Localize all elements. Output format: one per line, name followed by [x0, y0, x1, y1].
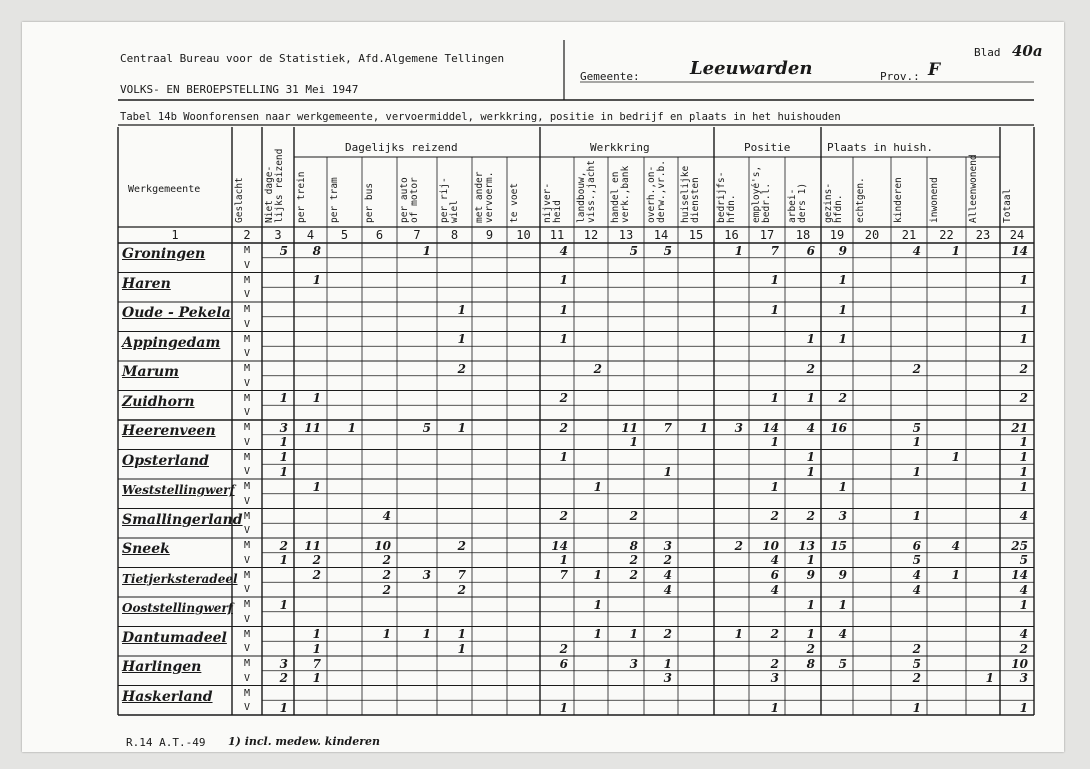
group-plaats: Plaats in huish. — [827, 141, 933, 154]
table-cell: 8 — [312, 243, 321, 258]
institute-line: Centraal Bureau voor de Statistiek, Afd.Algemene Tellingen — [120, 52, 505, 65]
table-cell: 21 — [1011, 420, 1028, 435]
table-cell: 1 — [838, 332, 847, 346]
sex-label-M: M — [243, 687, 251, 699]
sex-label-M: M — [243, 628, 251, 640]
sex-label-V: V — [243, 613, 251, 625]
table-cell: 1 — [770, 302, 779, 317]
table-cell: 2 — [382, 553, 391, 568]
table-cell: 5 — [838, 656, 847, 671]
table-cell: 1 — [912, 509, 921, 523]
sex-label-M: M — [243, 599, 251, 610]
werkgemeente-name: Smallingerland — [122, 511, 243, 528]
col-header-15: huiselijke diensten — [680, 165, 701, 223]
table-cell: 1 — [770, 391, 779, 405]
table-cell: 1 — [770, 273, 779, 287]
table-cell: 1 — [1019, 450, 1028, 464]
table-cell: 1 — [912, 435, 921, 450]
sex-label-V: V — [243, 672, 251, 684]
col-header-2: Geslacht — [234, 177, 245, 223]
table-cell: 1 — [629, 627, 638, 641]
group-positie: Positie — [744, 141, 791, 154]
table-cell: 2 — [629, 568, 638, 582]
table-cell: 2 — [912, 641, 921, 656]
col-header-21: kinderen — [893, 177, 904, 223]
table-cell: 1 — [279, 391, 288, 405]
table-cell: 2 — [770, 509, 779, 523]
sex-label-M: M — [243, 569, 251, 581]
table-cell: 1 — [312, 479, 321, 494]
table-cell: 1 — [347, 420, 356, 435]
table-cell: 2 — [663, 553, 672, 568]
sex-label-M: M — [243, 304, 251, 315]
sex-label-V: V — [243, 702, 251, 714]
table-cell: 1 — [382, 627, 391, 641]
sex-label-M: M — [243, 658, 251, 669]
sex-label-V: V — [243, 348, 251, 360]
table-cell: 2 — [629, 553, 638, 568]
table-cell: 1 — [1019, 435, 1028, 450]
table-cell: 2 — [806, 509, 815, 523]
col-number-19: 19 — [829, 228, 845, 242]
table-cell: 3 — [770, 671, 779, 686]
table-cell: 3 — [663, 538, 672, 553]
table-cell: 2 — [663, 627, 672, 641]
table-cell: 4 — [663, 568, 672, 582]
footnote: 1) incl. medew. kinderen — [228, 735, 381, 748]
table-cell: 11 — [304, 420, 321, 435]
sex-label-M: M — [243, 363, 251, 374]
table-cell: 1 — [663, 656, 672, 671]
table-cell: 2 — [912, 361, 921, 376]
table-cell: 7 — [770, 243, 779, 258]
table-cell: 1 — [770, 479, 779, 494]
table-cell: 4 — [912, 568, 921, 582]
table-cell: 5 — [663, 243, 672, 258]
table-cell: 5 — [912, 420, 921, 435]
col-number-4: 4 — [306, 228, 315, 242]
col-header-6: per bus — [364, 182, 375, 223]
table-cell: 4 — [559, 243, 568, 258]
table-cell: 1 — [951, 243, 960, 258]
table-cell: 2 — [457, 538, 466, 553]
table-cell: 2 — [279, 538, 288, 553]
table-cell: 2 — [734, 538, 743, 553]
col-header-19: gezins- hfdn. — [823, 182, 844, 223]
table-cell: 2 — [1019, 641, 1028, 656]
table-cell: 2 — [279, 671, 288, 686]
table-cell: 2 — [382, 568, 391, 582]
table-cell: 5 — [912, 553, 921, 568]
table-cell: 2 — [312, 553, 321, 568]
table-cell: 2 — [629, 509, 638, 523]
werkgemeente-name: Appingedam — [122, 334, 221, 351]
table-cell: 1 — [1019, 332, 1028, 346]
table-cell: 2 — [559, 391, 568, 405]
col-number-21: 21 — [901, 228, 917, 242]
table-cell: 6 — [806, 243, 815, 258]
sex-label-V: V — [243, 495, 251, 507]
table-cell: 1 — [422, 243, 431, 258]
table-cell: 14 — [1011, 243, 1028, 258]
col-number-14: 14 — [653, 228, 669, 242]
sex-label-M: M — [243, 451, 251, 463]
col-number-3: 3 — [274, 228, 282, 242]
table-cell: 7 — [457, 568, 466, 582]
table-cell: 2 — [559, 509, 568, 523]
prov-label: Prov.: — [880, 70, 920, 83]
table-cell: 1 — [806, 464, 815, 479]
table-cell: 6 — [770, 568, 779, 582]
table-cell: 1 — [559, 273, 568, 287]
table-cell: 3 — [422, 568, 431, 582]
table-cell: 1 — [559, 553, 568, 568]
table-cell: 1 — [559, 302, 568, 317]
col-number-12: 12 — [583, 228, 599, 242]
sex-label-V: V — [243, 259, 251, 271]
table-cell: 1 — [457, 332, 466, 346]
table-cell: 2 — [838, 391, 847, 405]
sex-label-V: V — [243, 436, 251, 448]
table-cell: 1 — [559, 332, 568, 346]
table-cell: 2 — [770, 627, 779, 641]
table-cell: 1 — [806, 597, 815, 612]
table-cell: 1 — [559, 450, 568, 464]
col-number-6: 6 — [375, 228, 384, 242]
sex-label-M: M — [243, 245, 251, 256]
table-cell: 4 — [1019, 509, 1028, 523]
table-cell: 1 — [838, 597, 847, 612]
table-cell: 3 — [279, 656, 288, 671]
table-cell: 1 — [912, 464, 921, 479]
table-cell: 1 — [279, 553, 288, 568]
col-header-8: per rij- wiel — [439, 177, 460, 223]
group-dagelijks: Dagelijks reizend — [345, 141, 458, 154]
table-cell: 10 — [374, 538, 391, 553]
werkgemeente-name: Marum — [122, 364, 179, 380]
table-cell: 16 — [830, 420, 847, 435]
col-number-23: 23 — [975, 228, 991, 242]
table-cell: 2 — [457, 361, 466, 376]
werkgemeente-name: Ooststellingwerf — [122, 601, 233, 615]
sex-label-M: M — [243, 540, 251, 551]
werkgemeente-name: Oude - Pekela — [122, 305, 231, 321]
sex-label-M: M — [243, 274, 251, 286]
table-cell: 2 — [382, 582, 391, 597]
table-cell: 4 — [382, 509, 391, 523]
table-cell: 3 — [629, 656, 638, 671]
table-cell: 1 — [734, 627, 743, 641]
col-number-22: 22 — [939, 228, 954, 242]
table-cell: 3 — [734, 420, 743, 435]
col-number-16: 16 — [724, 228, 739, 242]
table-cell: 1 — [593, 597, 602, 612]
col-number-8: 8 — [450, 228, 459, 242]
table-cell: 2 — [1019, 391, 1028, 405]
table-cell: 5 — [629, 243, 638, 258]
col-header-11: nijver- heid — [542, 182, 563, 223]
col-header-3: Niet dage- lijks reizend — [264, 148, 285, 223]
col-header-22: inwonend — [929, 177, 940, 223]
table-cell: 2 — [806, 361, 815, 376]
col-number-18: 18 — [795, 228, 811, 242]
table-cell: 7 — [559, 568, 568, 582]
table-cell: 1 — [279, 597, 288, 612]
table-cell: 1 — [1019, 302, 1028, 317]
table-cell: 14 — [762, 420, 779, 435]
table-cell: 6 — [559, 656, 568, 671]
table-cell: 3 — [1019, 671, 1028, 686]
table-cell: 11 — [304, 538, 321, 553]
sex-label-M: M — [243, 422, 251, 433]
table-cell: 15 — [830, 538, 847, 553]
table-cell: 1 — [734, 243, 743, 258]
sex-label-V: V — [243, 643, 251, 655]
table-cell: 10 — [762, 538, 779, 553]
sex-label-M: M — [243, 481, 251, 492]
table-cell: 1 — [593, 627, 602, 641]
table-cell: 7 — [663, 420, 672, 435]
col-header-16: bedrijfs- hfdn. — [716, 171, 737, 223]
sex-label-V: V — [243, 554, 251, 566]
table-cell: 1 — [985, 671, 994, 686]
table-cell: 1 — [593, 568, 602, 582]
table-cell: 1 — [1019, 273, 1028, 287]
table-cell: 14 — [551, 538, 568, 553]
table-cell: 2 — [770, 656, 779, 671]
table-cell: 1 — [663, 464, 672, 479]
table-cell: 11 — [621, 420, 638, 435]
table-cell: 1 — [312, 671, 321, 686]
col-header-18: arbei- ders 1) — [787, 182, 808, 223]
col-header-7: per auto of motor — [399, 177, 420, 223]
table-cell: 10 — [1011, 656, 1028, 671]
werkgemeente-name: Opsterland — [122, 452, 209, 469]
table-cell: 1 — [838, 273, 847, 287]
table-cell: 4 — [770, 582, 779, 597]
table-cell: 4 — [1019, 582, 1028, 597]
table-cell: 2 — [312, 568, 321, 582]
sex-label-V: V — [243, 377, 251, 389]
table-cell: 9 — [806, 568, 815, 582]
table-cell: 1 — [279, 450, 288, 464]
col-number-17: 17 — [759, 228, 775, 242]
blad-label: Blad — [974, 46, 1001, 59]
table-cell: 1 — [1019, 479, 1028, 494]
table-cell: 5 — [422, 420, 431, 435]
group-werkkring: Werkkring — [590, 141, 650, 154]
col-header-23: Alleenwonend — [968, 154, 979, 223]
table-cell: 1 — [770, 700, 779, 715]
col-header-14: overh.,on- derw.,vr.b. — [646, 160, 667, 223]
col-number-11: 11 — [549, 228, 565, 242]
table-cell: 1 — [312, 627, 321, 641]
gemeente-label: Gemeente: — [580, 70, 640, 83]
col-number-7: 7 — [413, 228, 421, 242]
werkgemeente-name: Weststellingwerf — [122, 483, 235, 497]
sex-label-M: M — [243, 333, 251, 345]
sex-label-V: V — [243, 318, 251, 330]
table-cell: 4 — [951, 538, 960, 553]
table-cell: 1 — [312, 391, 321, 405]
col-number-5: 5 — [340, 228, 349, 242]
table-cell: 9 — [838, 568, 847, 582]
werkgemeente-name: Haskerland — [122, 688, 213, 705]
table-cell: 7 — [312, 656, 321, 671]
table-cell: 3 — [279, 420, 288, 435]
col-header-13: handel en verk.,bank — [610, 165, 631, 223]
table-cell: 1 — [806, 627, 815, 641]
table-cell: 1 — [912, 700, 921, 715]
table-cell: 1 — [593, 479, 602, 494]
col-header-12: landbouw, viss.,jacht — [576, 160, 597, 223]
werkgemeente-name: Zuidhorn — [122, 393, 195, 410]
table-cell: 2 — [559, 641, 568, 656]
table-cell: 1 — [806, 553, 815, 568]
col-header-5: per tram — [329, 177, 340, 223]
col-header-10: te voet — [509, 182, 520, 223]
col-number-1: 1 — [171, 228, 179, 242]
table-cell: 8 — [806, 656, 815, 671]
table-cell: 5 — [912, 656, 921, 671]
table-cell: 1 — [1019, 597, 1028, 612]
table-cell: 1 — [629, 435, 638, 450]
table-cell: 2 — [457, 582, 466, 597]
table-cell: 4 — [663, 582, 672, 597]
col-header-9: met ander vervoerm. — [474, 171, 495, 223]
col-header-17: employé's, bedr.l. — [751, 165, 772, 223]
table-cell: 1 — [806, 391, 815, 405]
col-number-2: 2 — [243, 228, 251, 242]
col-number-15: 15 — [688, 228, 704, 242]
table-cell: 1 — [1019, 700, 1028, 715]
table-cell: 1 — [279, 435, 288, 450]
table-cell: 4 — [1019, 627, 1028, 641]
werkgemeente-name: Groningen — [122, 246, 206, 262]
sex-label-V: V — [243, 407, 251, 419]
table-cell: 4 — [838, 627, 847, 641]
table-cell: 5 — [279, 243, 288, 258]
sex-label-V: V — [243, 289, 251, 301]
table-cell: 1 — [806, 450, 815, 464]
col-header-4: per trein — [296, 171, 307, 223]
table-cell: 1 — [806, 332, 815, 346]
table-cell: 1 — [457, 627, 466, 641]
gemeente-value: Leeuwarden — [690, 58, 813, 79]
table-cell: 1 — [422, 627, 431, 641]
werkgemeente-name: Haren — [122, 275, 171, 292]
table-cell: 14 — [1011, 568, 1028, 582]
sex-label-V: V — [243, 466, 251, 478]
table-cell: 1 — [279, 464, 288, 479]
table-cell: 25 — [1011, 538, 1028, 553]
table-cell: 3 — [663, 671, 672, 686]
sex-label-M: M — [243, 392, 251, 404]
werkgemeente-name: Tietjerksteradeel — [122, 571, 238, 586]
col-number-20: 20 — [864, 228, 880, 242]
table-cell: 5 — [1019, 553, 1028, 568]
table-cell: 2 — [559, 420, 568, 435]
table-cell: 1 — [1019, 464, 1028, 479]
sex-label-V: V — [243, 584, 251, 596]
table-cell: 3 — [838, 509, 847, 523]
table-cell: 4 — [770, 553, 779, 568]
prov-value: F — [928, 60, 941, 80]
col-number-10: 10 — [516, 228, 531, 242]
sex-label-M: M — [243, 510, 251, 522]
table-cell: 1 — [838, 302, 847, 317]
werkgemeente-name: Dantumadeel — [122, 629, 227, 646]
table-cell: 1 — [699, 420, 708, 435]
table-cell: 2 — [912, 671, 921, 686]
col-number-24: 24 — [1009, 228, 1025, 242]
blad-value: 40a — [1012, 42, 1043, 60]
table-cell: 9 — [838, 243, 847, 258]
table-cell: 1 — [770, 435, 779, 450]
table-cell: 1 — [559, 700, 568, 715]
form-code: R.14 A.T.-49 — [126, 736, 206, 749]
sex-label-V: V — [243, 525, 251, 537]
table-cell: 2 — [593, 361, 602, 376]
table-cell: 6 — [912, 538, 921, 553]
table-cell: 1 — [312, 641, 321, 656]
table-cell: 8 — [629, 538, 638, 553]
col-header-20: echtgen. — [855, 177, 866, 223]
census-line: VOLKS- EN BEROEPSTELLING 31 Mei 1947 — [120, 83, 359, 96]
table-cell: 1 — [457, 420, 466, 435]
table-title: Tabel 14b Woonforensen naar werkgemeente, vervoermiddel, werkkring, positie in bedrijf en plaats in het huishouden — [120, 111, 841, 123]
table-cell: 13 — [798, 538, 815, 553]
table-cell: 1 — [312, 273, 321, 287]
col-number-13: 13 — [618, 228, 634, 242]
werkgemeente-name: Harlingen — [122, 659, 202, 675]
table-cell: 1 — [951, 450, 960, 464]
table-cell: 1 — [457, 302, 466, 317]
table-cell: 4 — [806, 420, 815, 435]
table-cell: 1 — [951, 568, 960, 582]
col-werkgemeente-header: Werkgemeente — [128, 184, 201, 195]
werkgemeente-name: Sneek — [122, 541, 170, 557]
table-cell: 2 — [806, 641, 815, 656]
table-cell: 2 — [1019, 361, 1028, 376]
table-cell: 4 — [912, 582, 921, 597]
col-header-24: Totaal — [1002, 188, 1013, 223]
table-cell: 1 — [838, 479, 847, 494]
table-cell: 1 — [457, 641, 466, 656]
werkgemeente-name: Heerenveen — [122, 423, 216, 439]
table-cell: 4 — [912, 243, 921, 258]
census-form-sheet — [22, 22, 1064, 752]
col-number-9: 9 — [485, 228, 494, 242]
table-cell: 1 — [279, 700, 288, 715]
